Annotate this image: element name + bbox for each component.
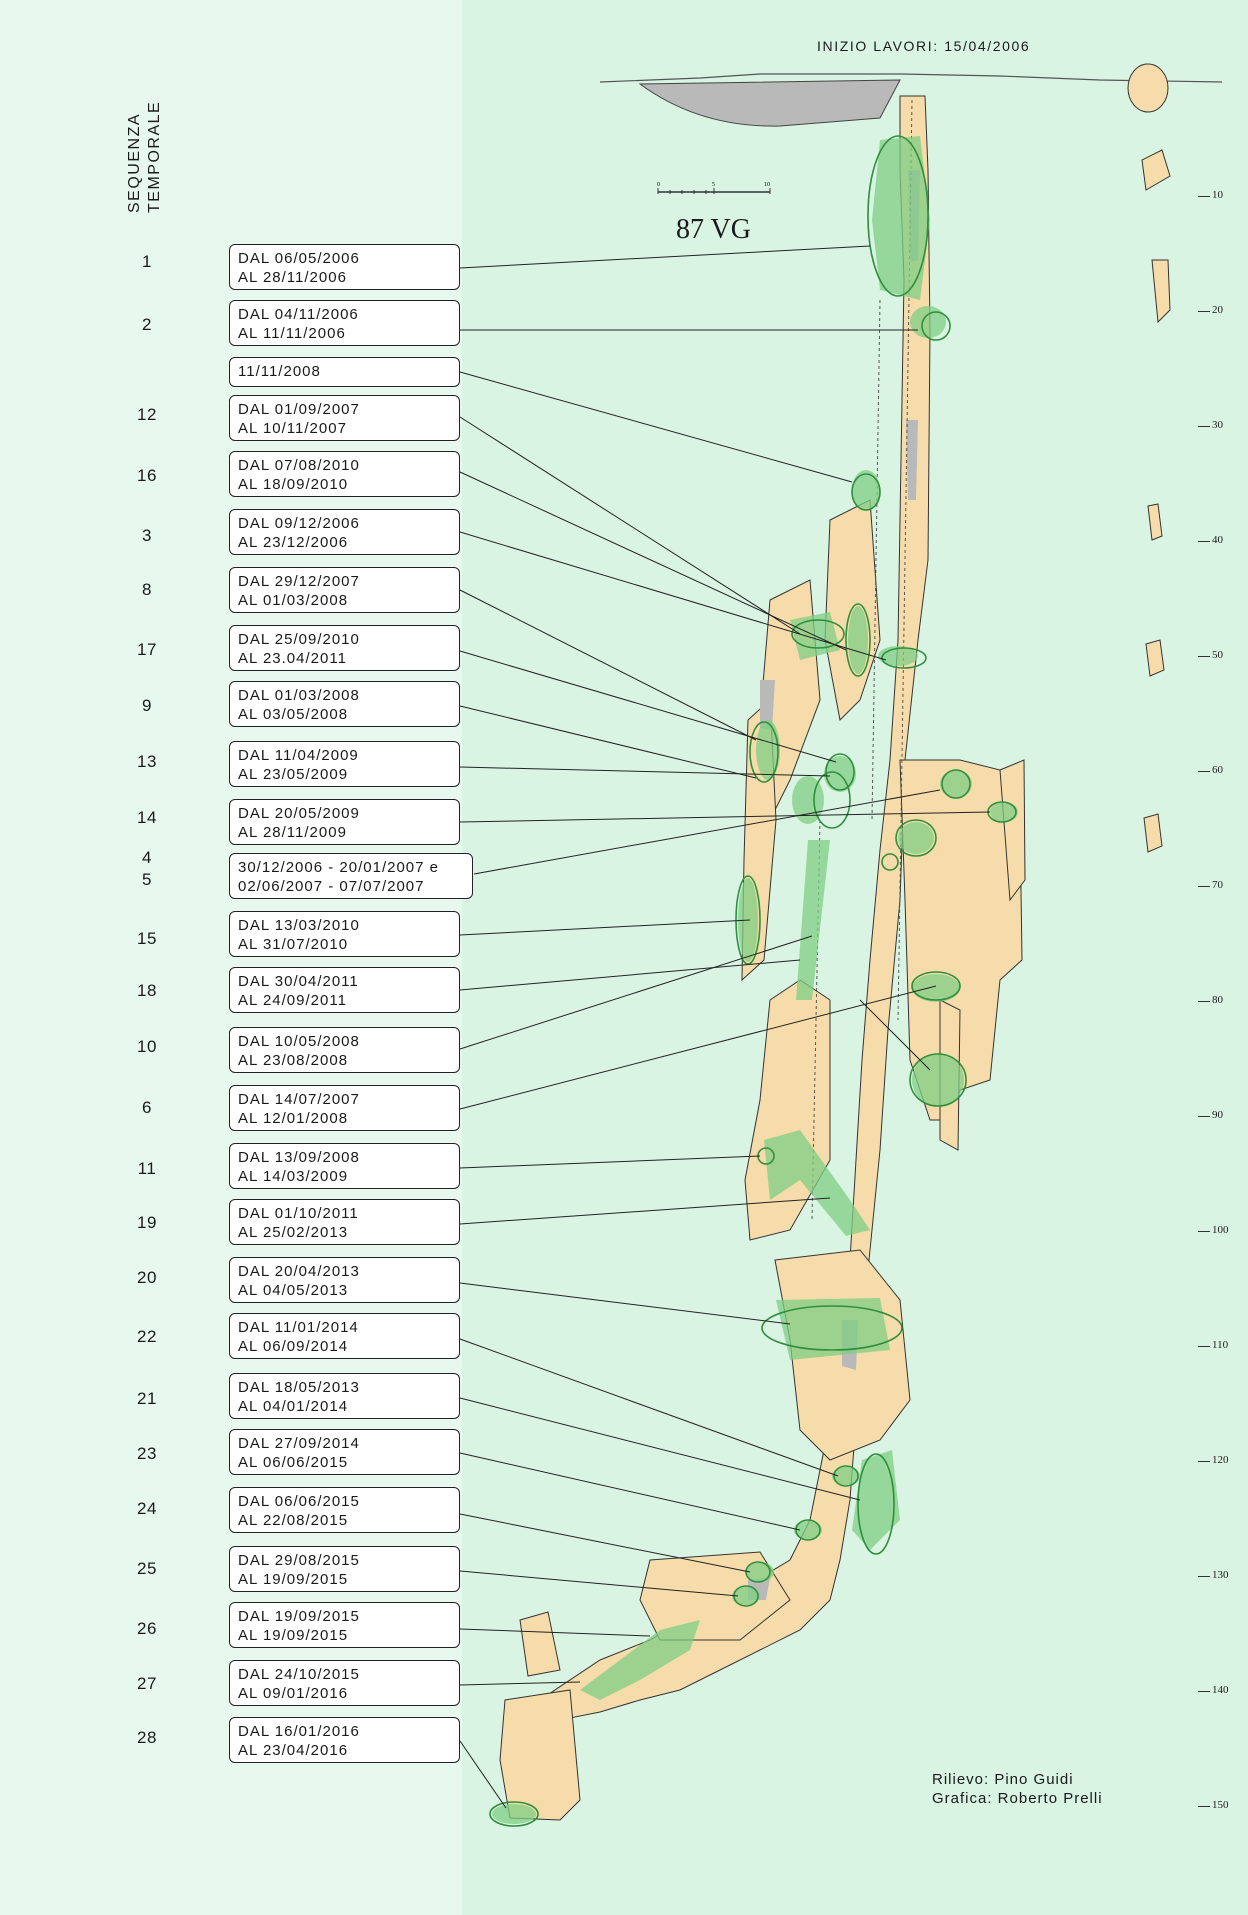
date-range-end: AL 06/06/2015 <box>238 1454 349 1471</box>
depth-tick <box>1198 771 1210 772</box>
sequence-number: 1 <box>142 252 152 271</box>
depth-tick <box>1198 426 1210 427</box>
graphics-credit: Grafica: Roberto Prelli <box>932 1790 1103 1807</box>
depth-label: 70 <box>1212 879 1223 891</box>
title-line-1: SEQUENZA <box>126 112 143 213</box>
sequence-number: 4 <box>142 848 152 867</box>
sequence-number: 6 <box>142 1098 152 1117</box>
scale-tick-0: 0 <box>657 182 660 188</box>
date-range-end: AL 18/09/2010 <box>238 476 349 493</box>
date-range-start: DAL 04/11/2006 <box>238 306 359 323</box>
sequence-number: 8 <box>142 580 152 599</box>
date-range-start: DAL 29/08/2015 <box>238 1552 360 1569</box>
depth-tick <box>1198 1116 1210 1117</box>
sequence-number: 3 <box>142 526 152 545</box>
date-range-box <box>229 911 460 957</box>
sequence-number: 14 <box>137 808 157 827</box>
date-range-end: AL 23/08/2008 <box>238 1052 349 1069</box>
date-range-start: DAL 20/05/2009 <box>238 805 360 822</box>
date-range-start: 11/11/2008 <box>238 363 321 380</box>
date-range-box <box>229 567 460 613</box>
date-range-box <box>229 509 460 555</box>
date-range-start: DAL 25/09/2010 <box>238 631 360 648</box>
date-range-start: DAL 29/12/2007 <box>238 573 360 590</box>
date-range-box <box>229 1143 460 1189</box>
date-range-start: DAL 10/05/2008 <box>238 1033 360 1050</box>
scale-tick-10: 10 <box>764 182 770 188</box>
scale-bar <box>656 178 776 203</box>
date-range-end: AL 19/09/2015 <box>238 1571 349 1588</box>
depth-tick <box>1198 886 1210 887</box>
sequence-number: 2 <box>142 315 152 334</box>
depth-label: 90 <box>1212 1109 1223 1121</box>
date-range-end: AL 09/01/2016 <box>238 1685 349 1702</box>
date-range-start: DAL 16/01/2016 <box>238 1723 360 1740</box>
depth-label: 100 <box>1212 1224 1229 1236</box>
date-range-box <box>229 625 460 671</box>
date-range-box <box>229 1085 460 1131</box>
depth-label: 20 <box>1212 304 1223 316</box>
date-range-box <box>229 1602 460 1648</box>
date-range-box <box>229 451 460 497</box>
date-range-end: AL 14/03/2009 <box>238 1168 349 1185</box>
date-range-end: AL 10/11/2007 <box>238 420 347 437</box>
depth-tick <box>1198 196 1210 197</box>
date-range-box <box>229 681 460 727</box>
date-range-start: DAL 01/09/2007 <box>238 401 360 418</box>
sequence-number: 28 <box>137 1728 157 1747</box>
date-range-start: DAL 13/03/2010 <box>238 917 360 934</box>
sequence-number: 15 <box>137 929 157 948</box>
depth-label: 140 <box>1212 1684 1229 1696</box>
sequence-number: 12 <box>137 405 157 424</box>
depth-label: 30 <box>1212 419 1223 431</box>
sequence-number: 21 <box>137 1389 157 1408</box>
date-range-start: DAL 14/07/2007 <box>238 1091 360 1108</box>
date-range-box <box>229 1429 460 1475</box>
date-range-end: AL 25/02/2013 <box>238 1224 349 1241</box>
depth-tick <box>1198 1346 1210 1347</box>
sequence-number: 9 <box>142 696 152 715</box>
date-range-start: DAL 24/10/2015 <box>238 1666 360 1683</box>
sequence-number: 19 <box>137 1213 157 1232</box>
depth-label: 60 <box>1212 764 1223 776</box>
sequence-number: 24 <box>137 1499 157 1518</box>
sequence-number: 27 <box>137 1674 157 1693</box>
depth-tick <box>1198 1461 1210 1462</box>
depth-tick <box>1198 1231 1210 1232</box>
date-range-end: AL 28/11/2009 <box>238 824 347 841</box>
date-range-box <box>229 853 473 899</box>
date-range-end: 02/06/2007 - 07/07/2007 <box>238 878 425 895</box>
date-range-start: DAL 09/12/2006 <box>238 515 360 532</box>
date-range-end: AL 23/04/2016 <box>238 1742 349 1759</box>
depth-tick <box>1198 1001 1210 1002</box>
sequence-number: 11 <box>137 1159 157 1178</box>
sequence-number: 22 <box>137 1327 157 1346</box>
date-range-box <box>229 799 460 845</box>
depth-label: 120 <box>1212 1454 1229 1466</box>
sequence-number: 13 <box>137 752 157 771</box>
depth-tick <box>1198 656 1210 657</box>
sequence-number: 5 <box>142 870 152 889</box>
cave-name: 87 VG <box>676 214 751 245</box>
date-range-end: AL 22/08/2015 <box>238 1512 349 1529</box>
date-range-box <box>229 967 460 1013</box>
depth-tick <box>1198 541 1210 542</box>
sequence-number: 20 <box>137 1268 157 1287</box>
date-range-start: DAL 30/04/2011 <box>238 973 359 990</box>
date-range-box <box>229 395 460 441</box>
depth-label: 150 <box>1212 1799 1229 1811</box>
date-range-start: DAL 01/10/2011 <box>238 1205 359 1222</box>
date-range-box <box>229 1313 460 1359</box>
depth-label: 110 <box>1212 1339 1229 1351</box>
date-range-box <box>229 1660 460 1706</box>
survey-credit: Rilievo: Pino Guidi <box>932 1771 1074 1788</box>
date-range-end: AL 12/01/2008 <box>238 1110 349 1127</box>
depth-label: 80 <box>1212 994 1223 1006</box>
date-range-end: AL 19/09/2015 <box>238 1627 349 1644</box>
date-range-end: AL 11/11/2006 <box>238 325 346 342</box>
sequence-column-title <box>125 73 169 213</box>
date-range-end: AL 01/03/2008 <box>238 592 349 609</box>
depth-label: 40 <box>1212 534 1223 546</box>
sequence-number: 17 <box>137 640 157 659</box>
date-range-start: DAL 06/06/2015 <box>238 1493 360 1510</box>
scale-tick-5: 5 <box>712 182 715 188</box>
date-range-box <box>229 1027 460 1073</box>
date-range-box <box>229 1717 460 1763</box>
date-range-box <box>229 1487 460 1533</box>
date-range-end: AL 03/05/2008 <box>238 706 349 723</box>
date-range-start: DAL 11/01/2014 <box>238 1319 359 1336</box>
date-range-end: AL 23.04/2011 <box>238 650 347 667</box>
date-range-start: DAL 27/09/2014 <box>238 1435 360 1452</box>
date-range-box <box>229 1546 460 1592</box>
sequence-number: 18 <box>137 981 157 1000</box>
date-range-end: AL 24/09/2011 <box>238 992 347 1009</box>
date-range-box <box>229 357 460 387</box>
date-range-start: DAL 18/05/2013 <box>238 1379 360 1396</box>
date-range-end: AL 28/11/2006 <box>238 269 347 286</box>
depth-label: 130 <box>1212 1569 1229 1581</box>
sequence-number: 16 <box>137 466 157 485</box>
date-range-start: DAL 20/04/2013 <box>238 1263 360 1280</box>
credits <box>932 1770 1103 1808</box>
date-range-box <box>229 300 460 346</box>
date-range-end: AL 04/01/2014 <box>238 1398 349 1415</box>
date-range-end: AL 31/07/2010 <box>238 936 349 953</box>
date-range-end: AL 06/09/2014 <box>238 1338 349 1355</box>
date-range-start: DAL 06/05/2006 <box>238 250 360 267</box>
title-line-2: TEMPORALE <box>146 100 163 213</box>
date-range-end: AL 23/05/2009 <box>238 766 349 783</box>
depth-label: 50 <box>1212 649 1223 661</box>
sequence-number: 23 <box>137 1444 157 1463</box>
date-range-start: DAL 13/09/2008 <box>238 1149 360 1166</box>
sequence-number: 10 <box>137 1037 157 1056</box>
sequence-number: 25 <box>137 1559 157 1578</box>
depth-tick <box>1198 311 1210 312</box>
depth-label: 10 <box>1212 189 1223 201</box>
depth-tick <box>1198 1691 1210 1692</box>
date-range-start: DAL 07/08/2010 <box>238 457 360 474</box>
depth-tick <box>1198 1806 1210 1807</box>
date-range-start: DAL 19/09/2015 <box>238 1608 360 1625</box>
date-range-box <box>229 244 460 290</box>
depth-tick <box>1198 1576 1210 1577</box>
start-date-note: INIZIO LAVORI: 15/04/2006 <box>817 38 1031 54</box>
date-range-start: DAL 01/03/2008 <box>238 687 360 704</box>
date-range-end: AL 04/05/2013 <box>238 1282 349 1299</box>
date-range-box <box>229 1199 460 1245</box>
date-range-start: DAL 11/04/2009 <box>238 747 359 764</box>
date-range-box <box>229 1373 460 1419</box>
date-range-box <box>229 741 460 787</box>
date-range-end: AL 23/12/2006 <box>238 534 349 551</box>
date-range-start: 30/12/2006 - 20/01/2007 e <box>238 859 439 876</box>
date-range-box <box>229 1257 460 1303</box>
sequence-number: 26 <box>137 1619 157 1638</box>
